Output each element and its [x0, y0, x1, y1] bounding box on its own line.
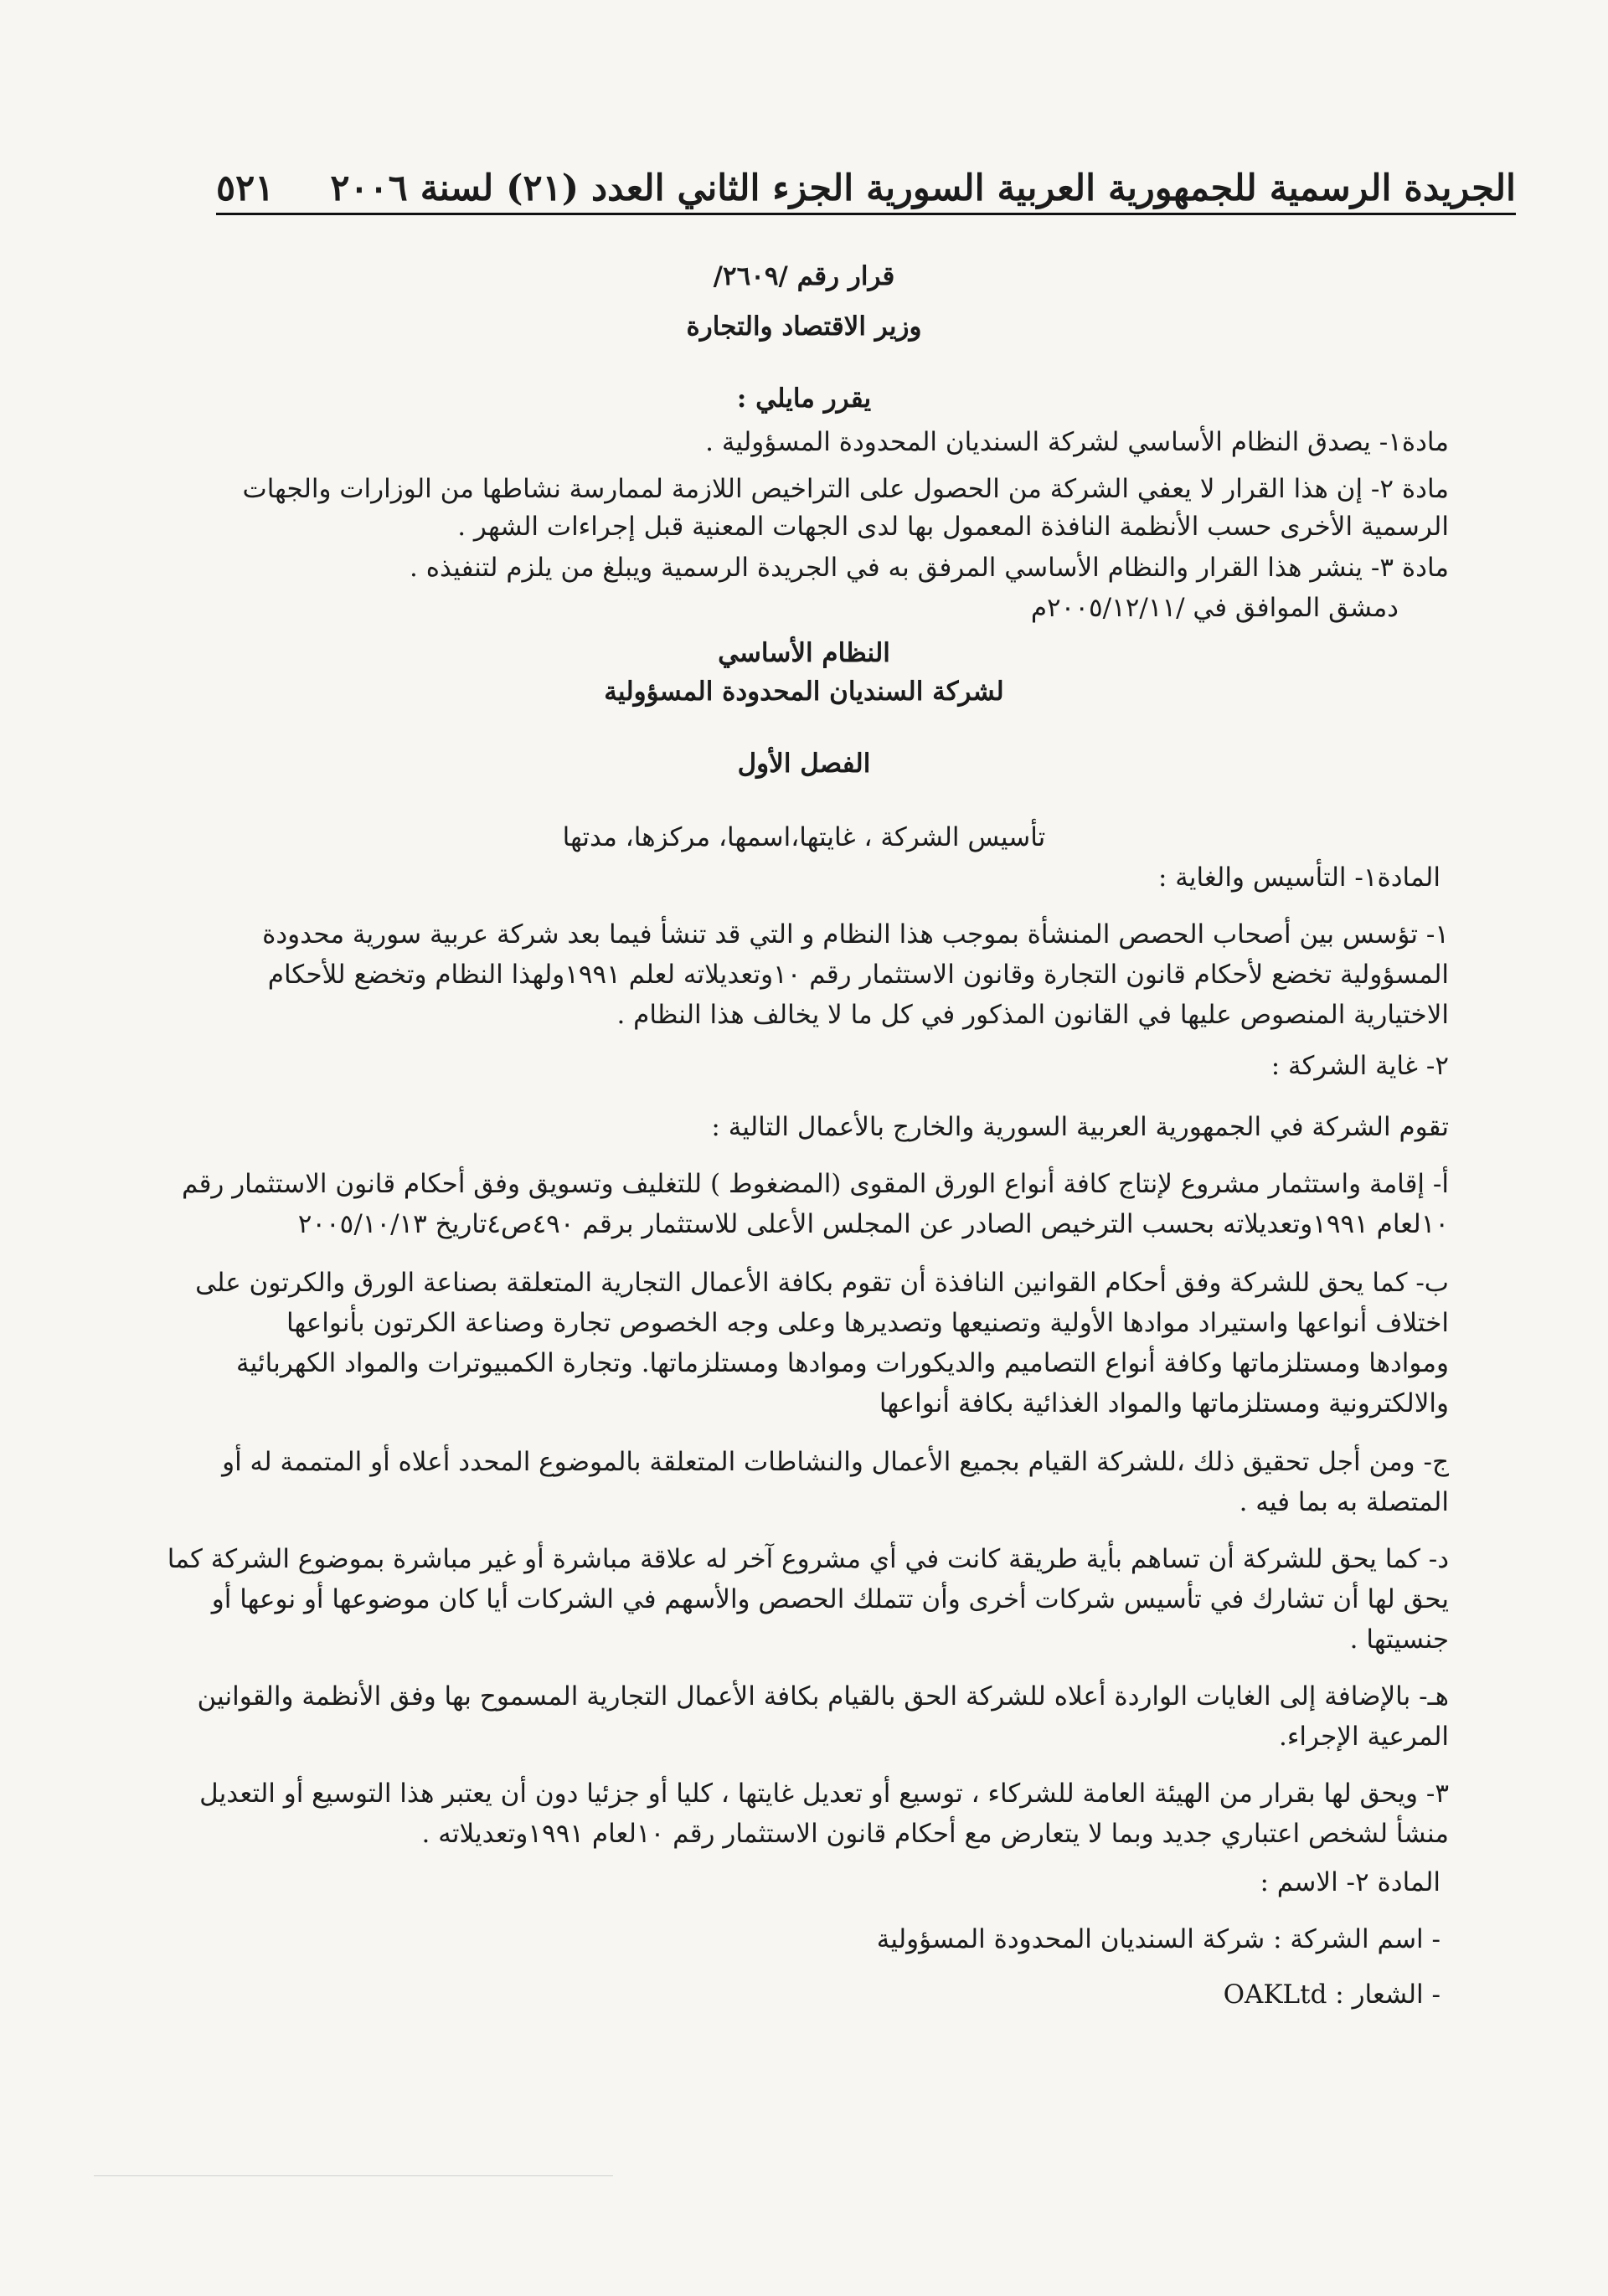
paragraph-line: جنسيتها . — [1349, 1624, 1449, 1655]
paragraph-line: وموادها ومستلزماتها وكافة أنواع التصاميم والديكورات وموادها ومستلزماتها. وتجارة الكمبيوترات والمواد الكهربائية — [236, 1348, 1449, 1378]
gazette-header — [216, 167, 1516, 215]
article-2-line: الرسمية الأخرى حسب الأنظمة النافذة المعمول بها لدى الجهات المعنية قبل إجراءات الشهر . — [457, 512, 1449, 542]
paragraph-b — [195, 1263, 1449, 1423]
paragraph-line: ١٠لعام ١٩٩١وتعديلاته بحسب الترخيص الصادر عن المجلس الأعلى للاستثمار برقم ٤٩٠ص٤تاريخ ٢٠٠٥/١٠/١٣ — [297, 1209, 1449, 1239]
logo-value: OAKLtd — [1223, 1979, 1327, 2010]
paragraph-line: ج- ومن أجل تحقيق ذلك ،للشركة القيام بجميع الأعمال والنشاطات المتعلقة بالموضوع المحدد أعلاه أو المتممة له أو — [222, 1447, 1449, 1477]
footer-divider — [94, 2175, 613, 2176]
goal-intro: تقوم الشركة في الجمهورية العربية السورية والخارج بالأعمال التالية : — [711, 1112, 1449, 1142]
chapter-title: الفصل الأول — [737, 749, 871, 779]
paragraph-c — [222, 1442, 1449, 1522]
paragraph-3 — [199, 1773, 1449, 1854]
paragraph-line: ب- كما يحق للشركة وفق أحكام القوانين النافذة أن تقوم بكافة الأعمال التجارية المتعلقة بصناعة الورق والكرتون على — [195, 1268, 1449, 1298]
paragraph-line: ١- تؤسس بين أصحاب الحصص المنشأة بموجب هذا النظام و التي قد تنشأ فيما بعد شركة عربية سورية محدودة — [262, 919, 1449, 950]
article2-heading: المادة ٢- الاسم : — [1260, 1867, 1440, 1897]
paragraph-line: المسؤولية تخضع لأحكام قانون التجارة وقانون الاستثمار رقم ١٠وتعديلاته لعلم ١٩٩١ولهذا النظام وتخضع للأحكام — [267, 960, 1449, 990]
decision-number: قرار رقم /٢٦٠٩/ — [713, 261, 895, 291]
paragraph-line: منشأ لشخص اعتباري جديد وبما لا يتعارض مع أحكام قانون الاستثمار رقم ١٠لعام ١٩٩١وتعديلاته . — [421, 1819, 1449, 1849]
paragraph-h — [198, 1676, 1449, 1757]
chapter-subtitle: تأسيس الشركة ، غايتها،اسمها، مركزها، مدتها — [562, 822, 1046, 852]
signoff-date: دمشق الموافق في /٢٠٠٥/١٢/١١م — [1030, 593, 1399, 623]
company-logo-line — [1224, 1979, 1440, 2010]
gazette-title: الجريدة الرسمية للجمهورية العربية السورية الجزء الثاني العدد (٢١) لسنة ٢٠٠٦ — [330, 167, 1516, 209]
paragraph-line: المتصلة به بما فيه . — [1239, 1487, 1449, 1517]
bylaws-company: لشركة السنديان المحدودة المسؤولية — [604, 677, 1004, 707]
article-2-line: مادة ٢- إن هذا القرار لا يعفي الشركة من الحصول على التراخيص اللازمة لممارسة نشاطها من الوزارات والجهات — [242, 474, 1449, 504]
article1-heading: المادة١- التأسيس والغاية : — [1157, 862, 1440, 893]
logo-label: - الشعار : — [1335, 1979, 1440, 2010]
paragraph-line: ٣- ويحق لها بقرار من الهيئة العامة للشركاء ، توسيع أو تعديل غايتها ، كليا أو جزئيا دون أن يعتبر هذا التوسيع أو التعديل — [199, 1779, 1449, 1809]
paragraph-line: المرعية الإجراء. — [1278, 1722, 1449, 1752]
paragraph-line: يحق لها أن تشارك في تأسيس شركات أخرى وأن تتملك الحصص والأسهم في الشركات أيا كان موضوعها أو نوعها أو — [211, 1584, 1449, 1614]
page-number: ٥٢١ — [216, 167, 275, 209]
goal-heading: ٢- غاية الشركة : — [1270, 1051, 1449, 1081]
decision-issuer: وزير الاقتصاد والتجارة — [686, 311, 922, 342]
article-2 — [243, 469, 1449, 544]
paragraph-line: د- كما يحق للشركة أن تساهم بأية طريقة كانت في أي مشروع آخر له علاقة مباشرة أو غير مباشرة بموضوع الشركة كما — [167, 1544, 1449, 1574]
article-3: مادة ٣- ينشر هذا القرار والنظام الأساسي المرفق به في الجريدة الرسمية ويبلغ من يلزم لتنفيذه . — [410, 553, 1449, 583]
company-name: - اسم الشركة : شركة السنديان المحدودة المسؤولية — [876, 1924, 1440, 1954]
paragraph-establishment — [262, 914, 1449, 1035]
paragraph-line: والالكترونية ومستلزماتها والمواد الغذائية بكافة أنواعها — [879, 1388, 1449, 1418]
paragraph-line: الاختيارية المنصوص عليها في القانون المذكور في كل ما لا يخالف هذا النظام . — [616, 1000, 1449, 1030]
paragraph-line: هـ- بالإضافة إلى الغايات الواردة أعلاه للشركة الحق بالقيام بكافة الأعمال التجارية المسموح بها وفق الأنظمة والقوانين — [197, 1681, 1449, 1712]
bylaws-title: النظام الأساسي — [718, 638, 890, 668]
paragraph-line: اختلاف أنواعها واستيراد موادها الأولية وتصنيعها وتصديرها وعلى وجه الخصوص تجارة وصناعة الكرتون بأنواعها — [286, 1308, 1449, 1338]
paragraph-line: أ- إقامة واستثمار مشروع لإنتاج كافة أنواع الورق المقوى (المضغوط ) للتغليف وتسويق وفق أحكام قانون الاستثمار رقم — [181, 1169, 1449, 1199]
article-1: مادة١- يصدق النظام الأساسي لشركة السنديان المحدودة المسؤولية . — [705, 427, 1449, 457]
paragraph-d — [168, 1539, 1449, 1660]
paragraph-a — [182, 1164, 1449, 1244]
decision-decides: يقرر مايلي : — [736, 384, 872, 414]
